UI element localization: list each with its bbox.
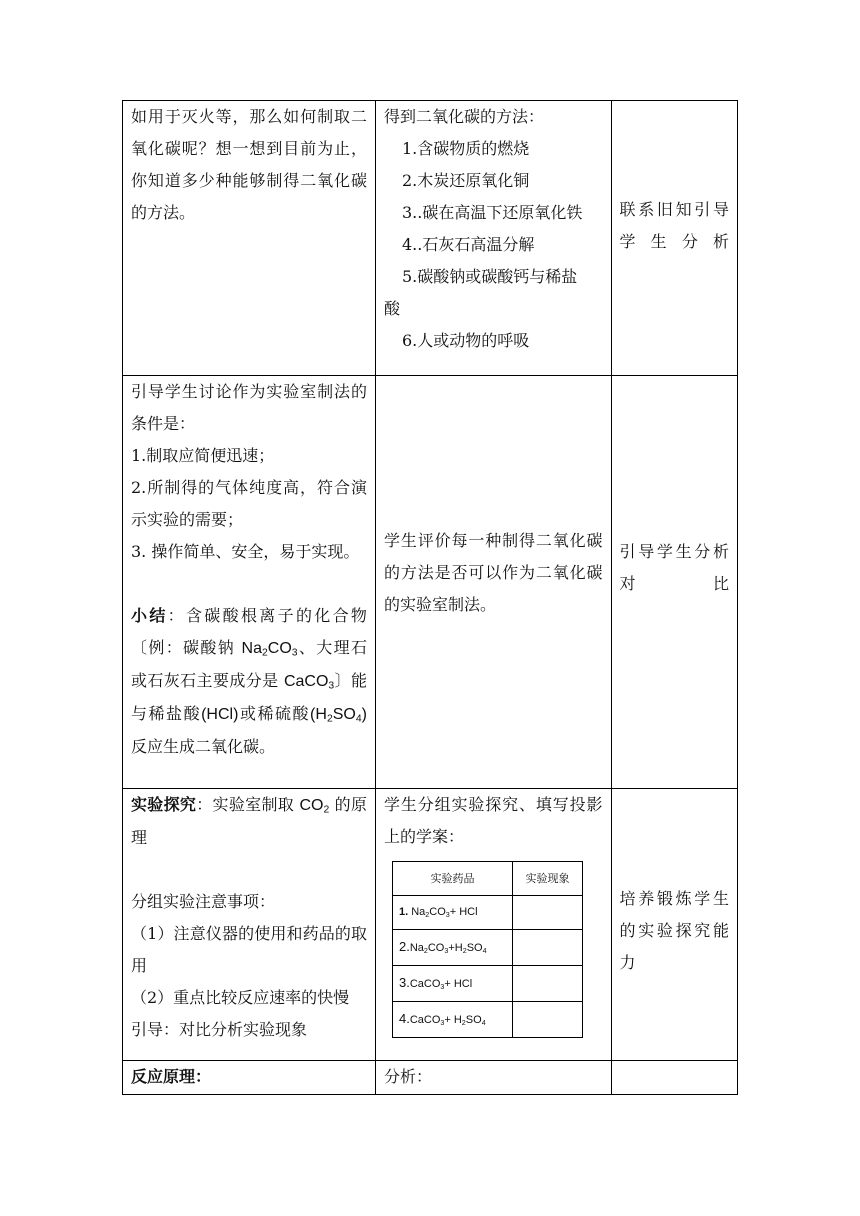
table-row [392, 930, 582, 966]
summary-paragraph: 小结：含碳酸根离子的化合物〔例：碳酸钠 $Na_2CO_3$、大理石或石灰石主要成分是 CaCO$_3$〕能与稀盐酸(HCl)或稀硫酸$(H_2SO_4)$反应生成二氧化碳。 [131, 606, 367, 756]
table-row [123, 101, 738, 376]
student-activity-cell [375, 101, 611, 376]
method-item-1: 1.含碳物质的燃烧 [401, 139, 530, 158]
teacher-activity-cell [123, 789, 376, 1061]
reagent-cell: 1. $Na_2CO_3+$ HCl [392, 896, 512, 930]
experiment-record-table [392, 861, 583, 1038]
note-3: 引导：对比分析实验现象 [131, 1020, 308, 1039]
design-intent-cell [611, 101, 738, 376]
summary-label: 小结 [131, 606, 168, 625]
table-row [392, 896, 582, 930]
header-phenomena: 实验现象 [512, 862, 582, 896]
header-reagents: 实验药品 [392, 862, 512, 896]
note-1: （1）注意仪器的使用和药品的取用 [131, 924, 367, 975]
analysis-label: 分析： [383, 1067, 432, 1086]
experiment-label: 实验探究 [131, 795, 197, 814]
teacher-activity-cell [123, 101, 376, 376]
design-intent-text: 培养锻炼学生的实验探究能力 [619, 888, 729, 972]
table-row [392, 862, 582, 896]
teacher-activity-cell [123, 1061, 376, 1095]
design-intent-cell [611, 1061, 738, 1095]
student-activity-cell [375, 376, 611, 789]
table-row [123, 789, 738, 1061]
note-2: （2）重点比较反应速率的快慢 [131, 988, 350, 1007]
experiment-heading: 实验探究：实验室制取 $CO_2$ 的原理 [131, 795, 367, 847]
phenomenon-cell[interactable] [512, 1002, 582, 1038]
student-activity-cell [375, 1061, 611, 1095]
phenomenon-cell[interactable] [512, 966, 582, 1002]
condition-item-2: 2.所制得的气体纯度高，符合演示实验的需要； [131, 478, 367, 529]
table-row [392, 966, 582, 1002]
group-experiment-intro: 学生分组实验探究、填写投影上的学案： [383, 795, 603, 846]
student-activity-cell [375, 789, 611, 1061]
teacher-activity-cell [123, 376, 376, 789]
reagent-cell: $2.Na_2CO_3+H_2SO_4$ [392, 930, 512, 966]
notes-heading: 分组实验注意事项： [131, 892, 276, 911]
student-evaluation-text: 学生评价每一种制得二氧化碳的方法是否可以作为二氧化碳的实验室制法。 [383, 531, 603, 614]
lesson-plan-table [122, 100, 738, 1095]
method-item-2: 2.木炭还原氧化铜 [401, 171, 530, 190]
reagent-cell: 3.CaCO$_3$+ HCl [392, 966, 512, 1002]
reagent-cell: 4.CaCO$_3$+ $H_2SO_4$ [392, 1002, 512, 1038]
design-intent-cell [611, 376, 738, 789]
conditions-intro: 引导学生讨论作为实验室制法的条件是： [131, 382, 367, 433]
condition-item-3: 3. 操作简单、安全，易于实现。 [131, 542, 360, 561]
condition-item-1: 1.制取应简便迅速； [131, 446, 275, 465]
method-item-5-continuation: 酸 [383, 299, 400, 318]
method-item-6: 6.人或动物的呼吸 [401, 331, 530, 350]
design-intent-cell [611, 789, 738, 1061]
table-row [123, 376, 738, 789]
table-row [392, 1002, 582, 1038]
methods-heading: 得到二氧化碳的方法： [383, 107, 544, 126]
design-intent-text: 联系旧知引导学生分析 [619, 200, 729, 251]
reaction-principle-label: 反应原理： [131, 1067, 212, 1086]
phenomenon-cell[interactable] [512, 930, 582, 966]
phenomenon-cell[interactable] [512, 896, 582, 930]
method-item-3: 3..碳在高温下还原氧化铁 [401, 203, 583, 222]
method-item-5: 5.碳酸钠或碳酸钙与稀盐 [401, 267, 578, 286]
method-item-4: 4..石灰石高温分解 [401, 235, 535, 254]
teacher-activity-text: 如用于灭火等，那么如何制取二氧化碳呢？想一想到目前为止，你知道多少种能够制得二氧化碳的方法。 [131, 107, 367, 222]
table-row [123, 1061, 738, 1095]
design-intent-text: 引导学生分析对比 [619, 542, 729, 593]
